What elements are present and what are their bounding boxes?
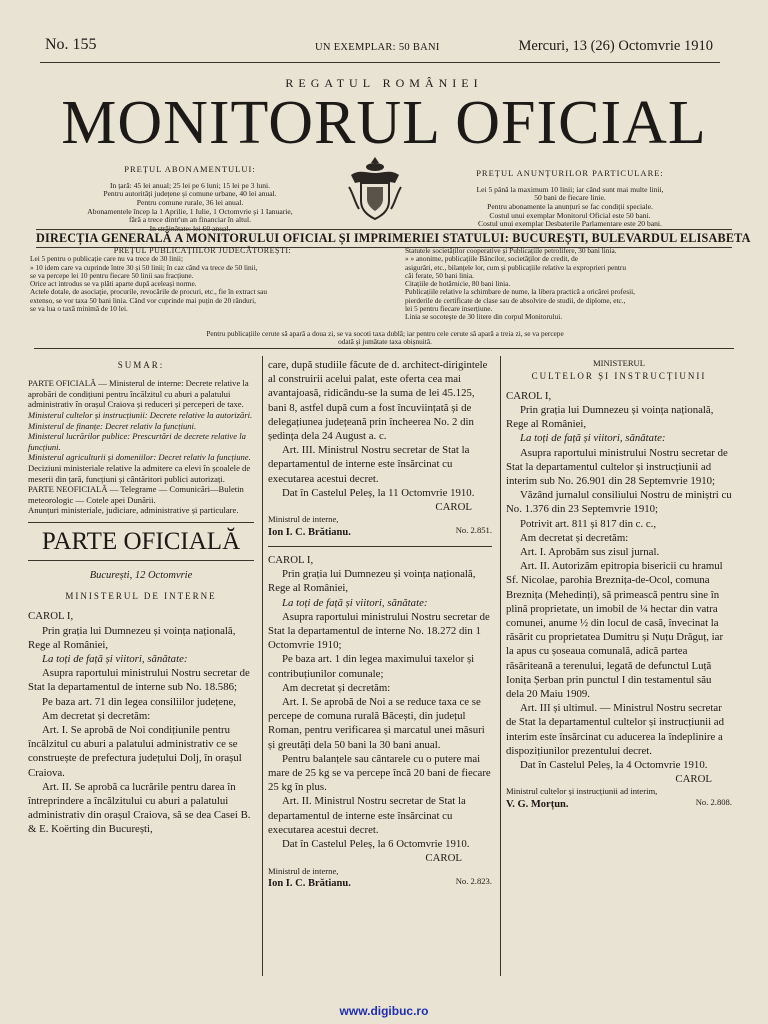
decree-formula: Am decretat și decretăm: bbox=[282, 681, 391, 694]
section-heading: PARTE OFICIALĂ bbox=[41, 527, 241, 555]
decree-paragraph: care, după studiile făcute de d. architect-dirigintele al construirii acelui palat, este oferta cea mai avantajoasă, ridicându-se la suma de lei 45.125, bani 8, astfel după cum a fost încuviințată și de delegațiunea județeană prin încheerea No. 2 din ședința dela 24 August a. c. bbox=[268, 359, 488, 443]
greeting: La toți de față și viitori, sănătate: bbox=[42, 652, 188, 665]
judicial-notices-right bbox=[405, 247, 740, 322]
summary-item: Ministerul cultelor și instrucțiunii: Decrete relative la autorizări. bbox=[28, 409, 253, 420]
summary-heading: SUMAR: bbox=[117, 360, 165, 370]
summary-item: Anunțuri ministeriale, judiciare, administrative și particulare. bbox=[28, 505, 239, 516]
subscription-heading: PREȚUL ABONAMENTULUI: bbox=[124, 163, 256, 174]
column-2 bbox=[268, 358, 492, 891]
decree-article: Art. II. Ministrul Nostru secretar de Stat la departamentul de interne este însărcinat cu executarea acestui decret. bbox=[268, 795, 466, 836]
royal-signature: CAROL bbox=[435, 501, 472, 514]
judicial-notices-heading: PREȚUL PUBLICAȚIILOR JUDECĂTOREȘTI: bbox=[113, 246, 292, 255]
decree-given: Dat în Castelul Peleș, la 4 Octomvrie 1910. bbox=[520, 759, 708, 772]
decree-article: Art. III. Ministrul Nostru secretar de Stat la departamentul de interne este însărcinat cu executarea acestui decret. bbox=[268, 444, 470, 485]
notices-bottom-rule bbox=[34, 348, 734, 349]
decree-separator bbox=[268, 546, 492, 547]
decree-number: No. 2.851. bbox=[455, 524, 492, 535]
minister-signature: Ion I. C. Brătianu. bbox=[268, 878, 351, 890]
decree-paragraph: Asupra raportului ministrului Nostru secretar de Stat la departamentul de interne No. 18.272 din 1 Octomvrie 1910; bbox=[268, 610, 490, 652]
signature-line bbox=[268, 876, 492, 891]
decree-article: Art. I. Aprobăm sus zisul jurnal. bbox=[520, 546, 660, 559]
decree-article: Art. II. Autorizăm epitropia bisericii cu hramul Sf. Nicolae, parohia Breznița-de-Ocol, comuna Breznița (Mehedinți), să primească pentru sine în plină proprietate, un imobil de ¼ hectar din vatra comunei, anume ½ din locul de casă, învecinat la răsărit cu proprietatea Dumitru și Nuțu Drăguț, iar la apus cu șoseaua comunală, adică partea răsăriteană a terenului, legată de defunctul Luță Ionița Șerban prin punctul I din testamentul său dela 20 Maiu 1909. bbox=[506, 560, 724, 701]
decree-article: Art. I. Se aprobă de Noi condițiunile pentru încălzitul cu aburi a palatului administrativ ce se construește de prefectura județului Dolj, în orașul Craiova. bbox=[28, 723, 242, 779]
subscription-prices bbox=[40, 156, 340, 233]
ministry-heading: MINISTERUL DE INTERNE bbox=[65, 591, 217, 602]
column-3 bbox=[506, 358, 732, 812]
masthead-rule bbox=[40, 62, 720, 63]
judicial-notices-right-body: Statutele societăților cooperative și Publicațiile petrolifere, 30 bani linia. » » anonime, publicațiile Băncilor, societăților de credit, de asigurări, etc., bilanțele lor, cum și publicațiile relative la exproprieri pentru căi ferate, 50 bani linia. Citațiile de hotărnicie, 80 bani linia. Publicațiile relative la schimbare de nume, la libera practică a oricărei profesii, pierderile de certificate de clase sau de absolvire de studii, de diplome, etc., lei 5 pentru fiecare inserțiune. Linia se socotește de 30 litere din corpul Monitorului. bbox=[405, 246, 635, 322]
source-url-link[interactable]: www.digibuc.ro bbox=[339, 1004, 429, 1018]
summary-item: Ministerul de finanțe: Decret relativ la funcțiuni. bbox=[28, 420, 197, 431]
decree-number: No. 2.808. bbox=[695, 797, 732, 808]
column-divider-2 bbox=[500, 356, 501, 976]
summary-rule bbox=[28, 522, 254, 523]
decree-paragraph: Pe baza art. 71 din legea consiliilor județene, bbox=[42, 695, 236, 708]
royal-title: Prin grația lui Dumnezeu și voința națională, Rege al României, bbox=[506, 404, 714, 431]
signature-line bbox=[268, 525, 492, 540]
decree-paragraph: Pe baza art. 1 din legea maximului taxelor și contribuțiunilor comunale; bbox=[268, 653, 475, 680]
ministry-heading: MINISTERUL bbox=[592, 358, 646, 368]
decree-paragraph: Asupra raportului ministrului Nostru secretar de Stat la departamentul de interne sub No. 18.586; bbox=[28, 667, 250, 694]
judicial-notices-footnote: Pentru publicațiile cerute să apară a doua zi, se va socoti taxa dublă; iar pentru cele cerute să apară a treia zi, se va percepe odată și jumătate taxa obișnuită. bbox=[206, 329, 564, 347]
newspaper-title: MONITORUL OFICIAL bbox=[61, 89, 707, 157]
summary-item: Deciziuni ministeriale relative la admitere ca elevi în școalele de meserii din țară, funcțiuni și cântăritori publici autorizați. bbox=[28, 462, 251, 484]
greeting: La toți de față și viitori, sănătate: bbox=[520, 432, 666, 445]
decree-paragraph: Potrivit art. 811 și 817 din c. c., bbox=[520, 517, 657, 530]
announcement-body: Lei 5 până la maximum 10 linii; iar când sunt mai multe linii, 50 bani de fiecare linie. Pentru abonamente la anunțuri se fac condiții speciale. Costul unui exemplar Monitorul Oficial este 50 bani. Costul unui exemplar Desbaterile Parlamentare este 20 bani. bbox=[476, 184, 664, 229]
royal-signature: CAROL bbox=[425, 852, 462, 865]
decree-formula: Am decretat și decretăm: bbox=[42, 709, 151, 722]
king-name: CAROL I, bbox=[506, 389, 552, 402]
section-rule bbox=[28, 560, 254, 561]
issue-price: UN EXEMPLAR: 50 BANI bbox=[315, 42, 440, 53]
summary-item: Ministerul agriculturii și domeniilor: Decret relativ la funcțiune. bbox=[28, 452, 251, 463]
summary-item: Ministerul lucrărilor publice: Prescurtări de decrete relative la funcțiuni. bbox=[28, 431, 246, 452]
royal-title: Prin grația lui Dumnezeu și voința națională, Rege al României, bbox=[28, 624, 236, 651]
ministry-heading: CULTELOR ȘI INSTRUCȚIUNII bbox=[531, 370, 707, 381]
judicial-notices-left bbox=[30, 247, 375, 313]
judicial-notices-left-body: Lei 5 pentru o publicație care nu va trece de 30 linii; » 10 idem care va cuprinde între 30 și 50 linii; în caz când va trece de 50 linii, se va percepe lei 10 pentru fiecare 50 linii sau fracțiune. Orice act introdus se va plăti aparte după aceleași norme. Actele dotale, de asociație, procurile, revocările de procuri, etc., fie în extract sau extenso, se vor taxa 50 bani linia. Când vor cuprinde mai puțin de 20 rânduri, se va lua o taxă minimă de 10 lei. bbox=[30, 254, 268, 314]
decree-paragraph: Văzând jurnalul consiliului Nostru de miniștri cu No. 1.376 din 23 Septemvrie 1910; bbox=[506, 489, 732, 516]
decree-article: Art. I. Se aprobă de Noi a se reduce taxa ce se percepe de comuna rurală Băcești, din județul Roman, pentru verificarea și marcatul unei măsuri și greutăți dela 50 bani la 30 bani anual. bbox=[268, 696, 485, 751]
kingdom-line: REGATUL ROMÂNIEI bbox=[285, 76, 483, 90]
royal-title: Prin grația lui Dumnezeu și voința națională, Rege al României, bbox=[268, 568, 476, 595]
announcement-prices bbox=[410, 160, 730, 229]
minister-title: Ministrul de interne, bbox=[268, 865, 339, 876]
masthead-top-line bbox=[45, 36, 713, 60]
decree-paragraph: Asupra raportului ministrului Nostru secretar de Stat la departamentul cultelor și instrucțiunii ad interim sub No. 26.901 din 28 Septemvrie 1910; bbox=[506, 446, 728, 488]
direction-banner-text: DIRECȚIA GENERALĂ A MONITORULUI OFICIAL ȘI IMPRIMERIEI STATULUI: BUCUREȘTI, BULEVARDUL ELISABETA bbox=[36, 231, 751, 245]
minister-title: Ministrul cultelor și instrucțiunii ad interim, bbox=[506, 786, 658, 797]
column-divider-1 bbox=[262, 356, 263, 976]
dateline: București, 12 Octomvrie bbox=[89, 569, 193, 581]
decree-number: No. 2.823. bbox=[455, 876, 492, 887]
decree-formula: Am decretat și decretăm: bbox=[520, 531, 629, 544]
decree-given: Dat în Castelul Peleș, la 6 Octomvrie 1910. bbox=[282, 838, 470, 851]
minister-title: Ministrul de interne, bbox=[268, 514, 339, 525]
decree-given: Dat în Castelul Peleș, la 11 Octomvrie 1910. bbox=[282, 486, 475, 499]
minister-signature: Ion I. C. Brătianu. bbox=[268, 526, 351, 538]
greeting: La toți de față și viitori, sănătate: bbox=[282, 596, 428, 609]
royal-signature: CAROL bbox=[675, 773, 712, 786]
king-name: CAROL I, bbox=[28, 610, 74, 623]
decree-article: Art. III și ultimul. — Ministrul Nostru secretar de Stat la departamentul cultelor și instrucțiunii ad interim este însărcinat cu aducerea la îndeplinire a dispozițiunilor prezentului decret. bbox=[506, 702, 724, 757]
column-1 bbox=[28, 358, 254, 837]
summary-item: PARTE OFICIALĂ — Ministerul de interne: Decrete relative la aprobări de condițiuni pentru încălzitul cu aburi a palatului administrativ în orașul Craiova și reduceri și perceperi de taxe. bbox=[28, 378, 249, 410]
signature-line bbox=[506, 797, 732, 812]
issue-number: No. 155 bbox=[45, 36, 97, 53]
king-name: CAROL I, bbox=[268, 554, 314, 567]
subscription-body: In țară: 45 lei anual; 25 lei pe 6 luni; 15 lei pe 3 luni. Pentru autorități județene și comune urbane, 40 lei anual. Pentru comune rurale, 36 lei anual. Abonamentele încep la 1 Aprilie, 1 Iulie, 1 Octomvrie și 1 Ianuarie, fără a trece dintr'un an financiar în altul. In străinătate: lei 60 anual. bbox=[87, 180, 293, 233]
issue-date: Mercuri, 13 (26) Octomvrie 1910 bbox=[518, 38, 713, 54]
decree-article: Art. II. Se aprobă ca lucrările pentru darea în întreprindere a încălzitului cu aburi a palatului administrativ din orașul Craiova, să se dea Casei B. & E. Koërting din București, bbox=[28, 780, 251, 836]
announcement-heading: PREȚUL ANUNȚURILOR PARTICULARE: bbox=[476, 167, 664, 178]
decree-paragraph: Pentru balanțele sau cântarele cu o putere mai mare de 25 kg se va percepe încă 20 bani de fiecare 25 kg în plus. bbox=[268, 752, 491, 794]
summary-item: PARTE NEOFICIALĂ — Telegrame — Comunicări—Buletin meteorologic — Cotele apei Dunării. bbox=[28, 484, 244, 505]
summary-list bbox=[28, 378, 254, 516]
minister-signature: V. G. Morțun. bbox=[506, 799, 569, 811]
coat-of-arms-icon bbox=[345, 153, 405, 221]
judicial-notices-block bbox=[30, 247, 740, 347]
